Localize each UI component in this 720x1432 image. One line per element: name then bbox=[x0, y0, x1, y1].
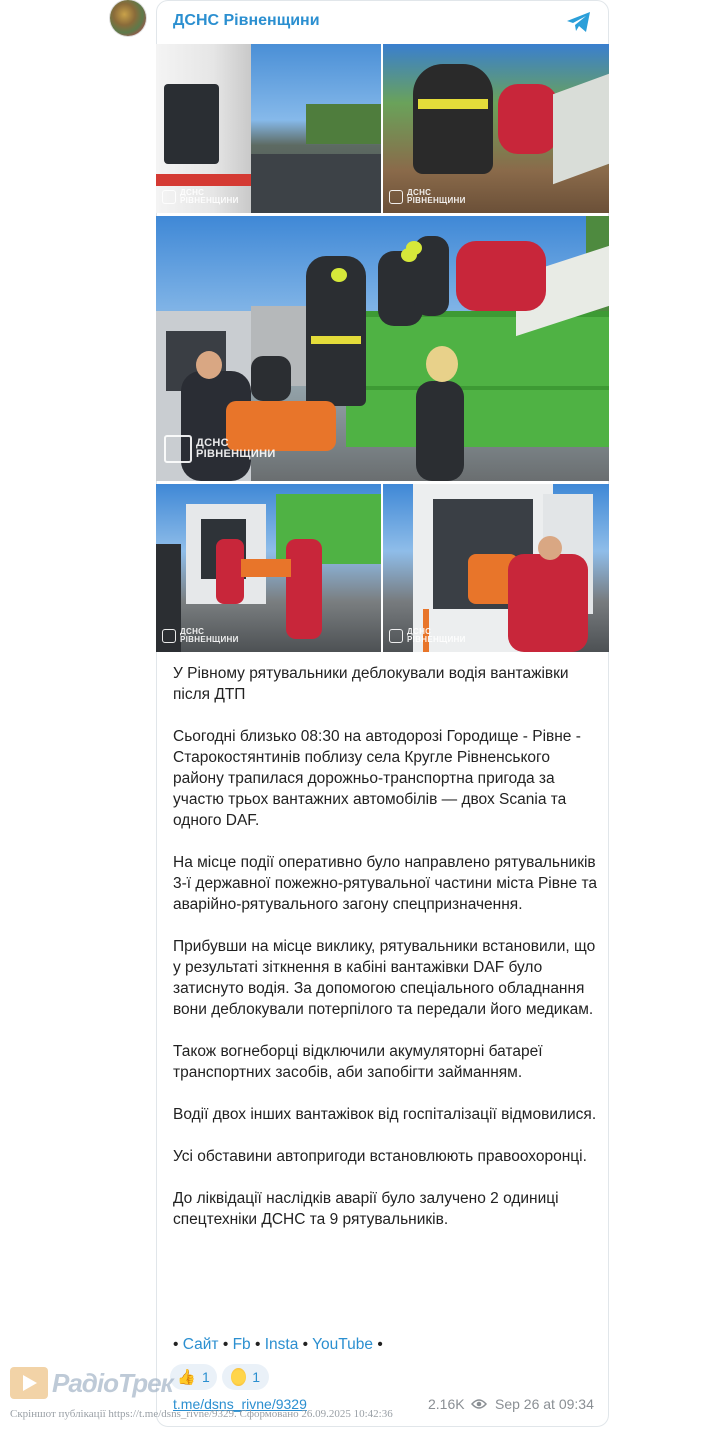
photo-rescue-truck[interactable] bbox=[156, 216, 609, 481]
post-paragraph: Водії двох інших вантажівок від госпіталізації відмовилися. bbox=[173, 1106, 597, 1123]
post-paragraph: Також вогнеборці відключили акумуляторні батареї транспортних засобів, аби запобігти займанням. bbox=[173, 1043, 543, 1081]
post-paragraph: Сьогодні близько 08:30 на автодорозі Городище - Рівне - Старокостянтинів поблизу села Круглe Рівненського району трапилася дорожньо-транспортна пригода за участю трьох вантажних автомобілів — двох Scania та одного DAF. bbox=[173, 728, 581, 829]
dsns-watermark: ДСНС РІВНЕНЩИНИ bbox=[162, 628, 239, 644]
link-facebook[interactable]: Fb bbox=[232, 1336, 251, 1353]
radiotrek-logo: РадіоТрек bbox=[10, 1367, 173, 1399]
post-text bbox=[173, 663, 598, 1251]
thumbs-up-icon: 👍 bbox=[177, 1369, 196, 1386]
post-paragraph: До ліквідації наслідків аварії було залучено 2 одиниці спецтехніки ДСНС та 9 рятувальників. bbox=[173, 1190, 559, 1228]
link-instagram[interactable]: Insta bbox=[264, 1336, 299, 1353]
dsns-watermark: ДСНС РІВНЕНЩИНИ bbox=[164, 435, 276, 463]
social-links: • Сайт • Fb • Insta • YouTube • bbox=[173, 1336, 383, 1353]
reaction-count: 1 bbox=[201, 1369, 210, 1385]
reaction-thumbs-up[interactable] bbox=[170, 1364, 217, 1390]
post-paragraph: Прибувши на місце виклику, рятувальники встановили, що у результаті зіткнення в кабіні вантажівки DAF було затиснуто водія. За допомогою спеціального обладнання вони деблокували потерпілого та передали його медикам. bbox=[173, 938, 596, 1018]
view-count: 2.16K bbox=[428, 1396, 487, 1412]
channel-name[interactable]: ДСНС Рівненщини bbox=[173, 12, 320, 29]
reaction-star-struck[interactable] bbox=[222, 1364, 269, 1390]
post-paragraph: У Рівному рятувальники деблокували водія вантажівки після ДТП bbox=[173, 665, 569, 703]
dsns-watermark: ДСНС РІВНЕНЩИНИ bbox=[162, 189, 239, 205]
post-paragraph: Усі обставини автопригоди встановлюють правоохоронці. bbox=[173, 1148, 587, 1165]
post-link[interactable]: t.me/dsns_rivne/9329 bbox=[173, 1396, 307, 1412]
telegram-icon[interactable] bbox=[566, 11, 592, 33]
photo-rescuers-working[interactable] bbox=[383, 44, 609, 213]
link-site[interactable]: Сайт bbox=[182, 1336, 219, 1353]
eye-icon bbox=[471, 1398, 487, 1410]
screenshot-note: Скріншот публікації https://t.me/dsns_rivne/9329. Сформовано 26.09.2025 10:42:36 bbox=[10, 1408, 393, 1420]
photo-ambulance-loading[interactable] bbox=[383, 484, 609, 652]
reaction-count: 1 bbox=[252, 1369, 260, 1385]
photo-ambulance-road[interactable] bbox=[156, 44, 381, 213]
star-struck-icon bbox=[231, 1368, 246, 1386]
post-paragraph: На місце події оперативно було направлено рятувальників 3-ї державної пожежно-рятувальної частини міста Рівне та аварійно-рятувального загону спецпризначення. bbox=[173, 854, 597, 913]
link-youtube[interactable]: YouTube bbox=[312, 1336, 374, 1353]
dsns-watermark: ДСНС РІВНЕНЩИНИ bbox=[389, 189, 466, 205]
post-date: Sep 26 at 09:34 bbox=[495, 1396, 594, 1412]
dsns-watermark: ДСНС РІВНЕНЩИНИ bbox=[389, 628, 466, 644]
photo-stretcher-transfer[interactable] bbox=[156, 484, 381, 652]
channel-avatar[interactable] bbox=[110, 0, 146, 36]
